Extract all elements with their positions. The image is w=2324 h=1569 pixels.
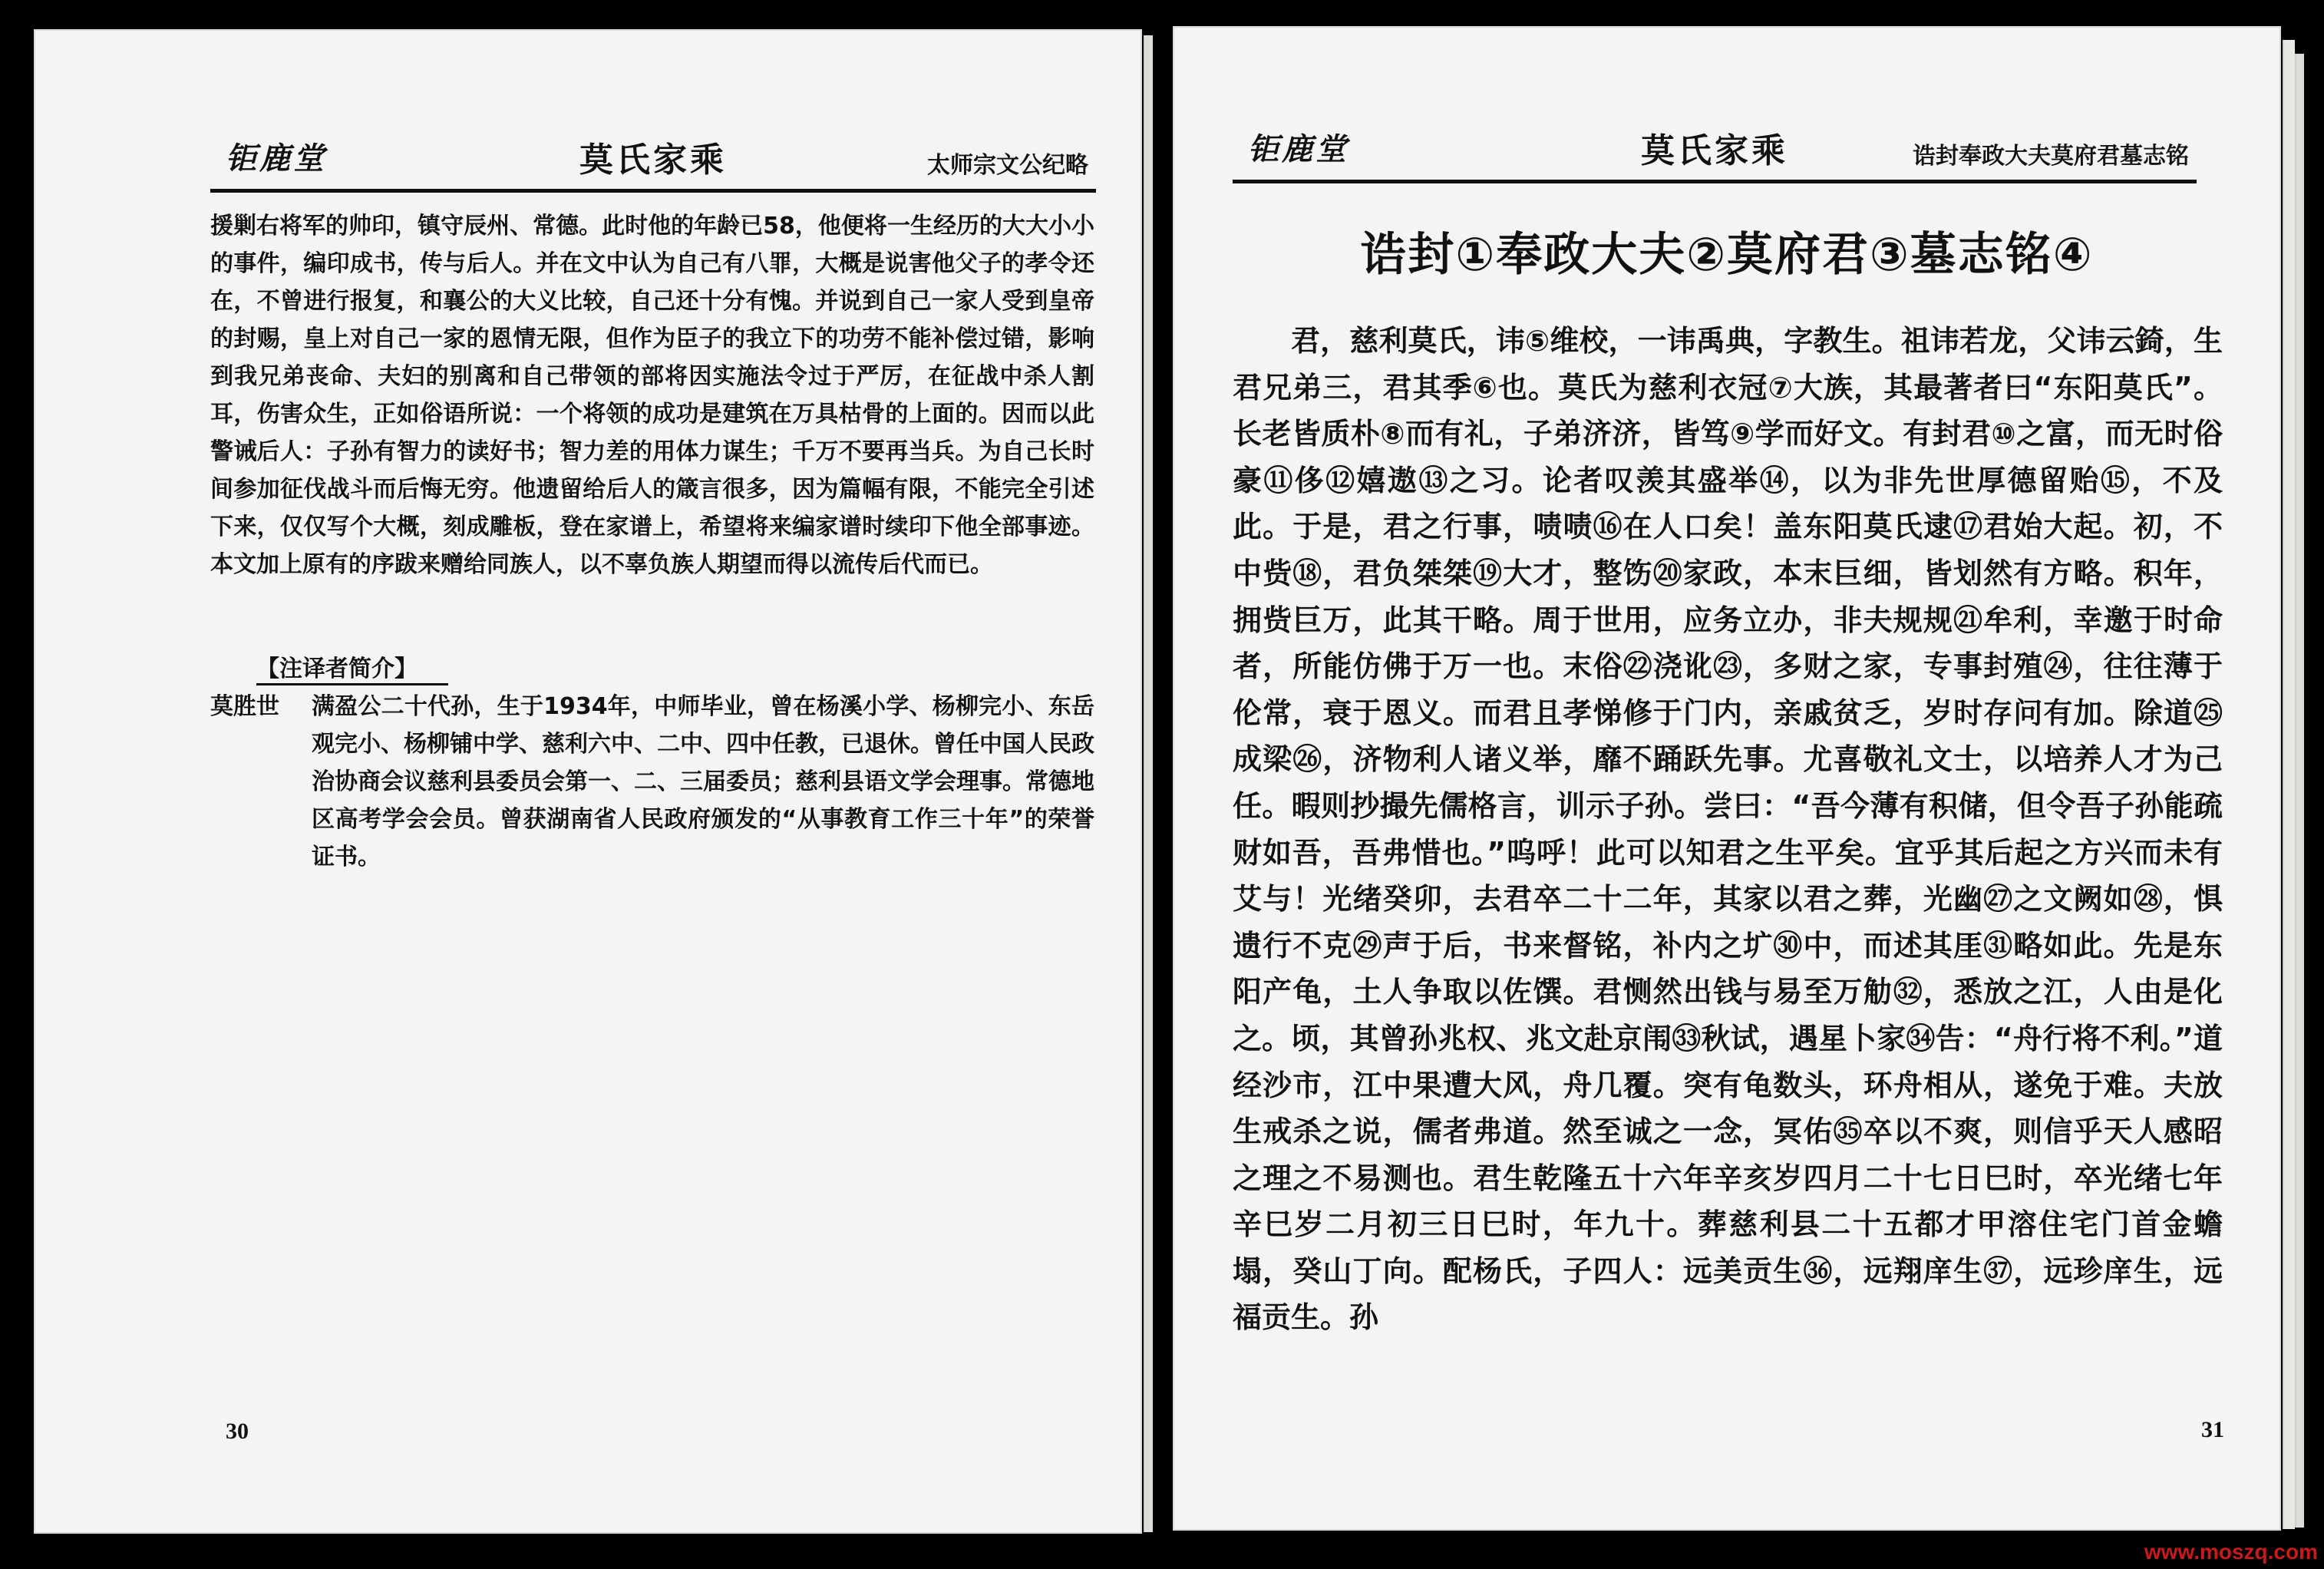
epitaph-body-text: 君，慈利莫氏，讳⑤维校，一讳禹典，字教生。祖讳若龙，父讳云錡，生君兄弟三，君其季⑥也。莫氏为慈利衣冠⑦大族，其最著者曰“东阳莫氏”。长老皆质朴⑧而有礼，子弟济济，皆笃⑨学而好文。有封君⑩之富，而无时俗豪⑪侈⑫嬉遨⑬之习。论者叹羡其盛举⑭，以为非先世厚德留贻⑮，不及此。于是，君之行事，啧啧⑯在人口矣！盖东阳莫氏逮⑰君始大起。初，不中赀⑱，君负桀桀⑲大才，整饬⑳家政，本末巨细，皆划然有方略。积年，拥赀巨万，此其干略。周于世用，应务立办，非夫规规㉑牟利，幸邀于时命者，所能仿佛于万一也。末俗㉒浇讹㉓，多财之家，专事封殖㉔，往往薄于伦常，衰于恩义。而君且孝悌修于门内，亲戚贫乏，岁时存问有加。除道㉕成梁㉖，济物利人诸义举，靡不踊跃先事。尤喜敬礼文士，以培养人才为己任。暇则抄撮先儒格言，训示子孙。尝曰：“吾今薄有积储，但令吾子孙能疏财如吾，吾弗惜也。”呜呼！此可以知君之生平矣。宜乎其后起之方兴而未有艾与！光绪癸卯，去君卒二十二年，其家以君之葬，光幽㉗之文阙如㉘，惧遗行不克㉙声于后，书来督铭，补内之圹㉚中，而述其厓㉛略如此。先是东阳产龟，土人争取以佐馔。君恻然出钱与易至万觔㉜，悉放之江，人由是化之。顷，其曾孙兆权、兆文赴京闱㉝秋试，遇星卜家㉞告：“舟行将不利。”道经沙市，江中果遭大风，舟几覆。突有龟数头，环舟相从，遂免于难。夫放生戒杀之说，儒者弗道。然至诚之一念，冥佑㉟卒以不爽，则信乎天人感昭之理之不易测也。君生乾隆五十六年辛亥岁四月二十七日巳时，卒光绪七年辛巳岁二月初三日巳时，年九十。葬慈利县二十五都才甲溶住宅门首金蟾塌，癸山丁向。配杨氏，子四人：远美贡生㊱，远翔庠生㊲，远珍庠生，远福贡生。孙 xyxy=(1233,324,2223,1335)
note-title-underline xyxy=(256,683,448,685)
section-title: 诰封奉政大夫莫府君墓志铭 xyxy=(1913,143,2189,170)
left-page xyxy=(34,29,1142,1534)
page-number-right: 31 xyxy=(2201,1417,2224,1442)
page-stack-edge xyxy=(1144,35,1153,1532)
epitaph-title: 诰封①奉政大夫②莫府君③墓志铭④ xyxy=(1360,228,2094,282)
studio-name: 钜鹿堂 xyxy=(226,140,327,177)
section-title: 太师宗文公纪略 xyxy=(927,152,1088,179)
translator-note-title: 【注译者简介】 xyxy=(256,656,418,682)
site-watermark: www.moszq.com xyxy=(2144,1540,2318,1564)
page-stack-edge xyxy=(2295,54,2304,1528)
translator-bio: 满盈公二十代孙，生于1934年，中师毕业，曾在杨溪小学、杨柳完小、东岳观完小、杨柳铺中学、慈利六中、二中、四中任教，已退休。曾任中国人民政治协商会议慈利县委员会第一、二、三届委员；慈利县语文学会理事。常德地区高考学会会员。曾获湖南省人民政府颁发的“从事教育工作三十年”的荣誉证书。 xyxy=(312,693,1094,870)
right-page xyxy=(1173,26,2281,1531)
page-stack-edge xyxy=(2283,40,2295,1529)
page-number-left: 30 xyxy=(226,1419,249,1444)
book-title: 莫氏家乘 xyxy=(1641,131,1788,170)
left-page-header xyxy=(210,120,1096,193)
book-title: 莫氏家乘 xyxy=(579,140,727,180)
translator-name: 莫胜世 xyxy=(210,693,279,720)
body-paragraph: 援剿右将军的帅印，镇守辰州、常德。此时他的年龄已58，他便将一生经历的大大小小的事件，编印成书，传与后人。并在文中认为自己有八罪，大概是说害他父子的孝令还在，不曾进行报复，和襄公的大义比较，自己还十分有愧。并说到自己一家人受到皇帝的封赐，皇上对自己一家的恩情无限，但作为臣子的我立下的功劳不能补偿过错，影响到我兄弟丧命、夫妇的别离和自己带领的部将因实施法令过于严厉，在征战中杀人割耳，伤害众生，正如俗语所说：一个将领的成功是建筑在万具枯骨的上面的。因而以此警诫后人：子孙有智力的读好书；智力差的用体力谋生；千万不要再当兵。为自己长时间参加征伐战斗而后悔无穷。他遗留给后人的箴言很多，因为篇幅有限，不能完全引述下来，仅仅写个大概，刻成雕板，登在家谱上，希望将来编家谱时续印下他全部事迹。本文加上原有的序跋来赠给同族人，以不辜负族人期望而得以流传后代而已。 xyxy=(210,213,1094,578)
left-body-text xyxy=(210,207,1094,583)
studio-name: 钜鹿堂 xyxy=(1248,131,1349,167)
right-page-header xyxy=(1233,111,2197,183)
